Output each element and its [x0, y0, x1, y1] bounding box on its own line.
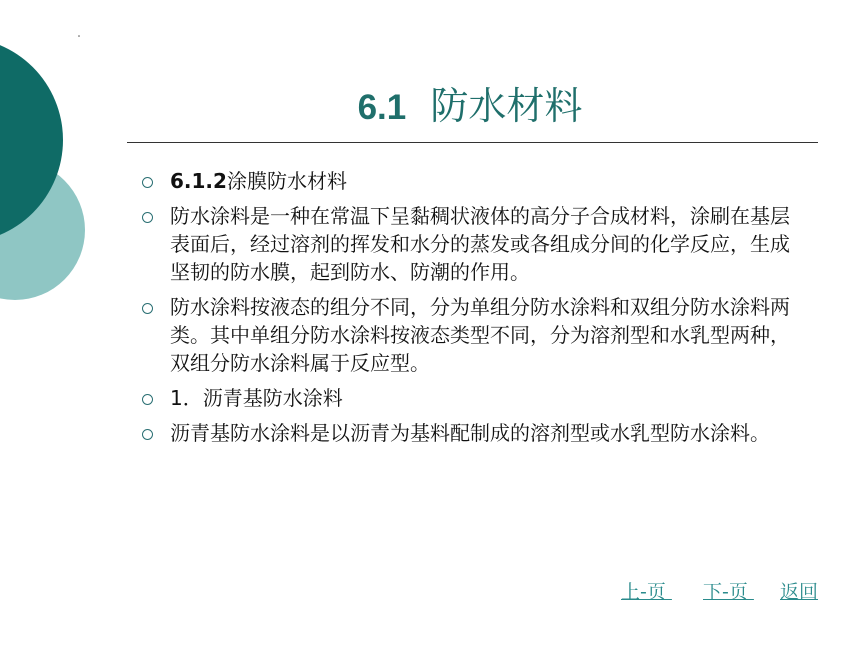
bullet-number: 6.1.2 [170, 169, 227, 193]
bullet-item [138, 167, 808, 195]
prev-page-link[interactable]: 上-页 [621, 581, 672, 603]
circle-bullet-icon [142, 212, 153, 223]
bullet-list [138, 167, 808, 454]
slide-title [260, 80, 680, 134]
title-divider [127, 142, 818, 143]
bullet-text: 防水涂料按液态的组分不同，分为单组分防水涂料和双组分防水涂料两类。其中单组分防水涂料按液态类型不同，分为溶剂型和水乳型两种，双组分防水涂料属于反应型。 [170, 295, 790, 375]
circle-bullet-icon [142, 394, 153, 405]
next-page-link[interactable]: 下-页 [703, 581, 754, 603]
circle-bullet-icon [142, 429, 153, 440]
tiny-dot [78, 35, 80, 37]
back-link[interactable]: 返回 [780, 581, 819, 603]
bullet-item [138, 419, 808, 447]
bullet-item [138, 384, 808, 412]
bullet-text: 沥青基防水涂料是以沥青为基料配制成的溶剂型或水乳型防水涂料。 [170, 421, 770, 445]
circle-bullet-icon [142, 177, 153, 188]
bullet-text: 防水涂料是一种在常温下呈黏稠状液体的高分子合成材料，涂刷在基层表面后，经过溶剂的挥发和水分的蒸发或各组成分间的化学反应，生成坚韧的防水膜，起到防水、防潮的作用。 [170, 204, 790, 284]
bullet-text: 沥青基防水涂料 [202, 386, 343, 410]
bullet-item [138, 202, 808, 286]
circle-bullet-icon [142, 303, 153, 314]
bullet-text: 涂膜防水材料 [226, 169, 347, 193]
title-number: 6.1 [357, 88, 407, 127]
decorative-circles [0, 0, 140, 360]
bullet-number: 1． [170, 386, 203, 410]
bullet-item [138, 293, 808, 377]
title-text: 防水材料 [430, 84, 583, 128]
